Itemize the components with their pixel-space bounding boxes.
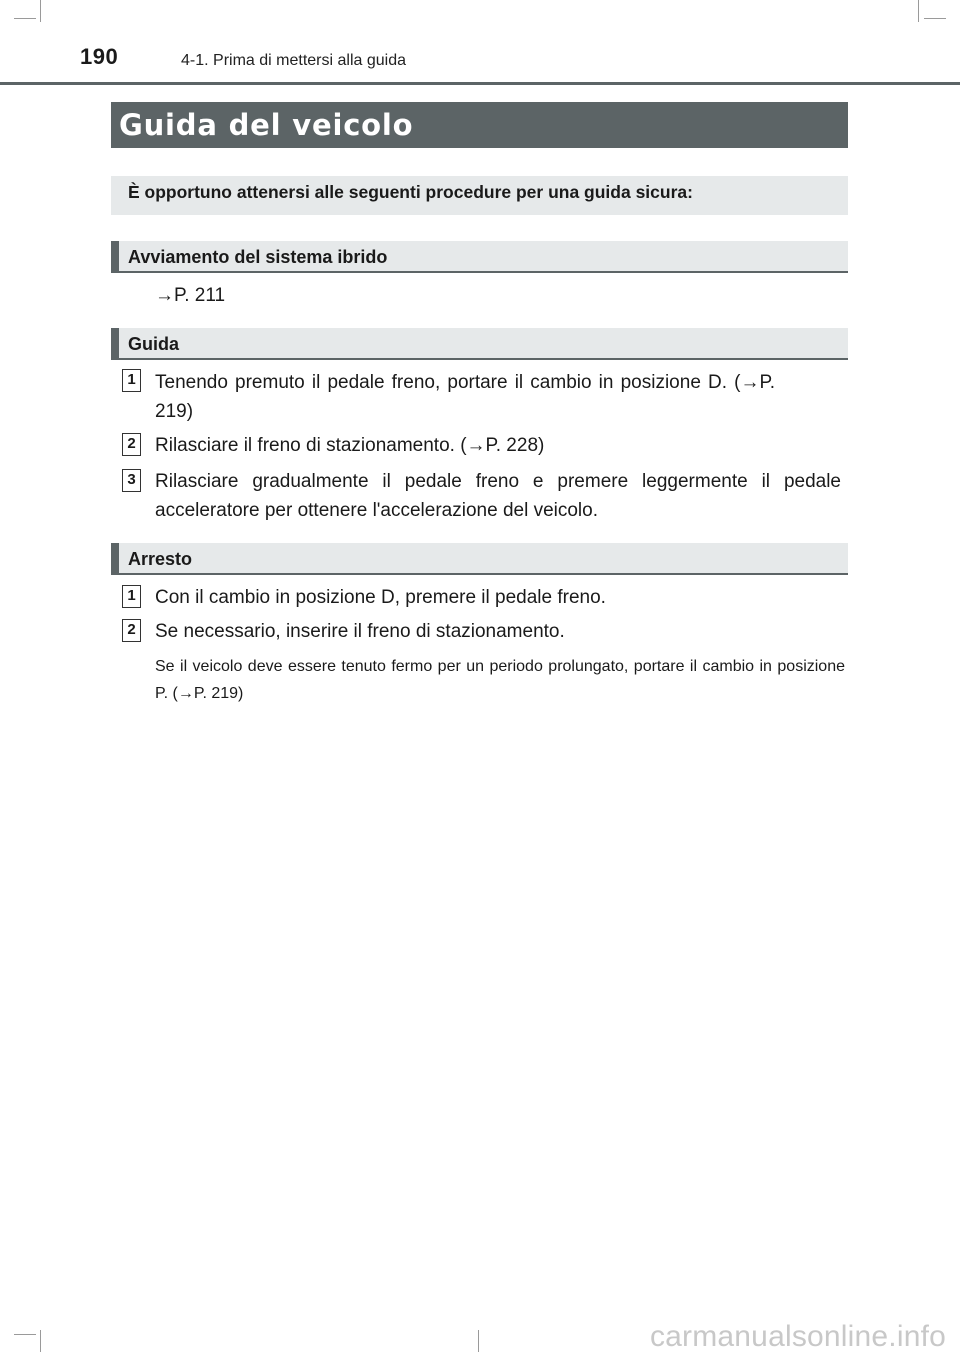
step-number: 1: [122, 369, 141, 392]
note-text: Se il veicolo deve essere tenuto fermo per un periodo prolungato, portare il cambio in posizione P. (→P. 219): [155, 658, 845, 702]
crop-mark: [918, 0, 919, 22]
crop-mark: [14, 18, 36, 19]
crop-mark: [478, 1330, 479, 1352]
crop-mark: [40, 1330, 41, 1352]
step-text: Se necessario, inserire il freno di stazionamento.: [155, 621, 565, 642]
crop-mark: [924, 18, 946, 19]
section-heading-drive: Guida: [111, 328, 848, 360]
running-header: 4-1. Prima di mettersi alla guida: [181, 52, 406, 69]
crop-mark: [14, 1334, 36, 1335]
page-title: Guida del veicolo: [111, 102, 848, 148]
header-rule: [0, 82, 960, 85]
section-heading-stop: Arresto: [111, 543, 848, 575]
page-reference: →P. 211: [155, 285, 226, 306]
step-text: Tenendo premuto il pedale freno, portare il cambio in posizione D. (→P. 219): [155, 372, 775, 422]
step-text: Con il cambio in posizione D, premere il pedale freno.: [155, 587, 606, 608]
step-number: 3: [122, 469, 141, 492]
step-number: 2: [122, 433, 141, 456]
watermark: carmanualsonline.info: [649, 1320, 946, 1353]
intro-box: È opportuno attenersi alle seguenti procedure per una guida sicura:: [111, 176, 848, 215]
step-number: 1: [122, 585, 141, 608]
step-text: Rilasciare gradualmente il pedale freno e premere leggermente il pedale acceleratore per ottenere l'accelerazione del veicolo.: [155, 471, 841, 521]
step-number: 2: [122, 619, 141, 642]
step-text: Rilasciare il freno di stazionamento. (→P. 228): [155, 435, 545, 456]
section-heading-start: Avviamento del sistema ibrido: [111, 241, 848, 273]
page-number: 190: [80, 44, 119, 69]
crop-mark: [40, 0, 41, 22]
